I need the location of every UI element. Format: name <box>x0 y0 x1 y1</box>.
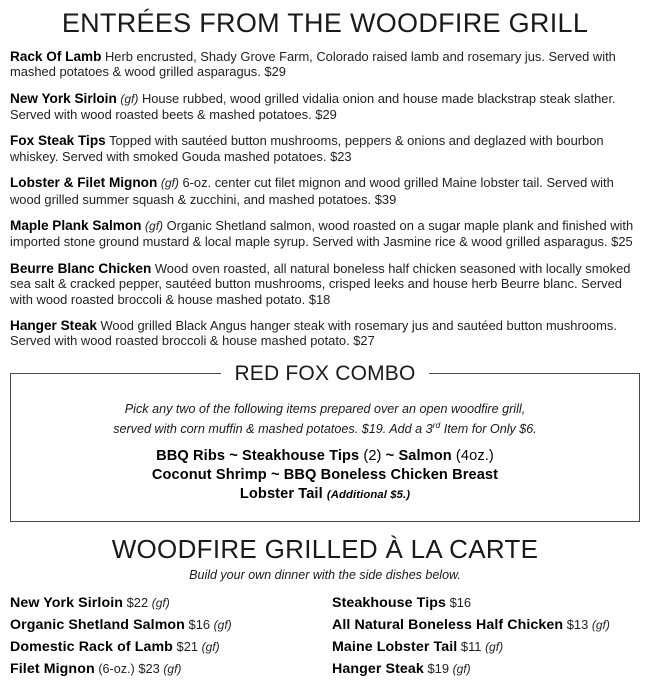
alacarte-item-name: Hanger Steak <box>332 660 424 677</box>
alacarte-item-gf-tag: (gf) <box>163 661 182 676</box>
entree-price: $23 <box>330 148 352 164</box>
alacarte-item <box>10 658 332 680</box>
combo-description-line2c: Item for Only $6. <box>440 421 537 436</box>
alacarte-item-gf-tag: (gf) <box>591 617 610 632</box>
alacarte-item-gf-tag: (gf) <box>213 617 232 632</box>
entree-gf-tag: (gf) <box>145 218 164 233</box>
alacarte-item-price: $11 <box>460 638 482 654</box>
alacarte-item-note: (6-oz.) <box>98 661 135 676</box>
entree-item <box>10 218 640 250</box>
alacarte-item-name: Maine Lobster Tail <box>332 638 458 655</box>
entree-name: New York Sirloin <box>10 90 117 106</box>
entree-price: $39 <box>374 191 397 207</box>
alacarte-item-name: Steakhouse Tips <box>332 594 446 611</box>
entree-price: $29 <box>264 64 286 80</box>
entree-name: Rack Of Lamb <box>10 48 102 64</box>
entree-gf-tag: (gf) <box>120 91 139 106</box>
alacarte-item-gf-tag: (gf) <box>452 661 471 676</box>
alacarte-item-price: $16 <box>449 594 472 610</box>
entree-price: $27 <box>353 333 375 349</box>
alacarte-item-name: Domestic Rack of Lamb <box>10 638 173 655</box>
combo-options-line-2: Coconut Shrimp ~ BBQ Boneless Chicken Breast <box>151 466 499 483</box>
alacarte-item <box>332 614 640 636</box>
alacarte-item-gf-tag: (gf) <box>151 595 170 610</box>
entree-name: Hanger Steak <box>10 317 97 333</box>
alacarte-item <box>10 636 332 658</box>
alacarte-item <box>10 614 332 636</box>
combo-box <box>10 362 640 522</box>
alacarte-item-price: $23 <box>138 660 160 676</box>
alacarte-item-name: Filet Mignon <box>10 660 95 677</box>
alacarte-item-price: $19 <box>427 660 449 676</box>
combo-description-line2b: Add a 3 <box>386 421 433 436</box>
alacarte-left-column <box>10 592 332 680</box>
entree-price: $29 <box>315 106 337 122</box>
entree-description: 6-oz. center cut filet mignon and wood grilled Maine lobster tail. Served with wood grilled summer squash & zucchini, and mashed potatoes. <box>10 175 614 207</box>
alacarte-item-price: $22 <box>126 594 149 610</box>
alacarte-section-title: WOODFIRE GRILLED À LA CARTE <box>111 533 539 564</box>
entree-description: Organic Shetland salmon, wood roasted on a sugar maple plank and finished with imported stone ground mustard & local maple syrup. Served with Jasmine rice & wood grilled asparagus. <box>10 217 634 250</box>
entree-item <box>10 49 640 80</box>
alacarte-item-name: All Natural Boneless Half Chicken <box>332 616 564 633</box>
combo-option-quantity-salmon: (4oz.) <box>455 447 494 464</box>
combo-description <box>21 401 629 437</box>
combo-options-line-3 <box>21 485 629 505</box>
combo-price: $19. <box>361 421 387 436</box>
alacarte-item-price: $21 <box>176 638 199 654</box>
combo-option-lobster-tail-note: (Additional $5.) <box>326 488 411 501</box>
entree-item <box>10 133 640 164</box>
combo-ordinal-suffix: rd <box>432 419 441 430</box>
red-fox-combo-section <box>10 362 640 522</box>
entree-name: Lobster & Filet Mignon <box>10 175 158 191</box>
combo-description-line2a: served with corn muffin & mashed potatoes. <box>113 421 362 436</box>
alacarte-item-name: New York Sirloin <box>10 594 124 611</box>
alacarte-item-price: $16 <box>188 616 211 632</box>
entree-name: Beurre Blanc Chicken <box>10 260 152 276</box>
entree-description: Topped with sautéed button mushrooms, peppers & onions and deglazed with bourbon whiskey. Served with smoked Gouda mashed potatoes. <box>10 133 604 164</box>
alacarte-item-price: $13 <box>566 616 589 632</box>
combo-option-quantity-steakhouse-tips: (2) <box>363 447 382 464</box>
entree-item <box>10 261 640 307</box>
alacarte-subtitle: Build your own dinner with the side dishes below. <box>189 567 461 582</box>
alacarte-item-gf-tag: (gf) <box>201 639 220 654</box>
entree-name: Fox Steak Tips <box>10 133 106 149</box>
entree-price: $18 <box>308 291 331 307</box>
alacarte-columns <box>10 592 640 680</box>
entrees-list <box>10 49 640 349</box>
combo-option-group-b: ~ Salmon <box>381 447 456 464</box>
combo-option-lobster-tail: Lobster Tail <box>239 485 323 502</box>
entree-name: Maple Plank Salmon <box>10 217 142 233</box>
entree-description: House rubbed, wood grilled vidalia onion and house made blackstrap steak slather. Served with wood roasted beets & mashed potatoes. <box>10 90 616 122</box>
entree-item <box>10 175 640 207</box>
alacarte-right-column <box>332 592 640 680</box>
alacarte-item <box>332 592 640 614</box>
entree-item <box>10 318 640 349</box>
entree-description: Wood grilled Black Angus hanger steak with rosemary jus and sautéed button mushrooms. Served with wood roasted broccoli & house mashed potato. <box>10 317 617 349</box>
entree-gf-tag: (gf) <box>160 176 179 191</box>
alacarte-item-name: Organic Shetland Salmon <box>10 616 185 633</box>
entree-price: $25 <box>611 234 633 250</box>
entree-item <box>10 91 640 123</box>
combo-options-line-1 <box>21 447 629 466</box>
alacarte-item <box>332 658 640 680</box>
entree-description: Herb encrusted, Shady Grove Farm, Colorado raised lamb and rosemary jus. Served with mashed potatoes & wood grilled asparagus. <box>10 48 616 80</box>
alacarte-item <box>332 636 640 658</box>
entree-description: Wood oven roasted, all natural boneless half chicken seasoned with locally smoked sea salt & cracked pepper, sautéed button mushrooms, crisped leeks and house herb Beurre blanc. Served with wood roasted broccoli & house mashed potato. <box>10 260 631 307</box>
combo-option-group-a: BBQ Ribs ~ Steakhouse Tips <box>156 447 364 464</box>
combo-title: RED FOX COMBO <box>234 361 416 385</box>
combo-description-line1: Pick any two of the following items prepared over an open woodfire grill, <box>124 401 526 416</box>
entrees-section-title: ENTRÉES FROM THE WOODFIRE GRILL <box>61 8 589 38</box>
alacarte-item-gf-tag: (gf) <box>485 639 504 654</box>
alacarte-item <box>10 592 332 614</box>
